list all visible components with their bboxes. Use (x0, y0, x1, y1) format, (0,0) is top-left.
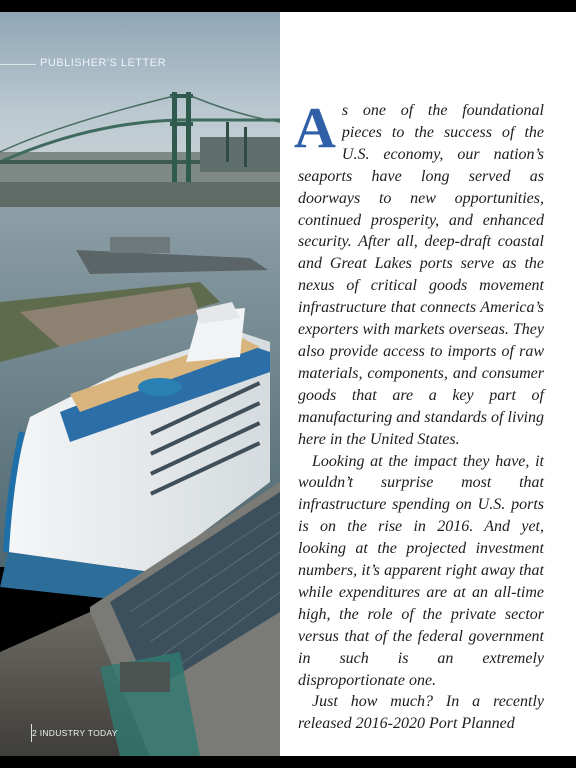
cruise-ship-port-photo (0, 12, 280, 756)
article-body (294, 95, 544, 735)
paragraph-1-text: s one of the foundational pieces to the success of the U.S. economy, our nation’s seaports have long served as doorways to new opportunities, continued prosperity, and enhanced security. After all, deep-draft coastal and Great Lakes ports serve as the nexus of critical goods movement infrastructure that connects America’s exporters with markets overseas. They also provide access to imports of raw materials, components, and consumer goods that are a key part of manufacturing and standards of living here in the United States. (298, 102, 544, 448)
section-rule (0, 64, 36, 65)
page-number: 2 (32, 728, 38, 738)
bottom-black-bar (0, 756, 576, 768)
article-paragraph-3: Just how much? In a recently released 2016-2020 Port Planned (298, 693, 544, 733)
page-folio (32, 728, 118, 738)
drop-cap: A (294, 95, 336, 160)
top-black-bar (0, 0, 576, 12)
section-label: PUBLISHER'S LETTER (40, 57, 167, 69)
article-paragraph-1 (294, 95, 544, 451)
publication-name: INDUSTRY TODAY (39, 728, 118, 738)
photo-illustration (0, 12, 280, 756)
article-page (280, 12, 576, 756)
article-paragraph-2: Looking at the impact they have, it wouldn’t surprise most that infrastructure spending on U.S. ports is on the rise in 2016. And yet, looking at the projected investment numbers, it’s apparent right away that while expenditures are at an all-time high, the role of the private sector versus that of the federal government in such is an extremely disproportionate one. (298, 452, 544, 689)
